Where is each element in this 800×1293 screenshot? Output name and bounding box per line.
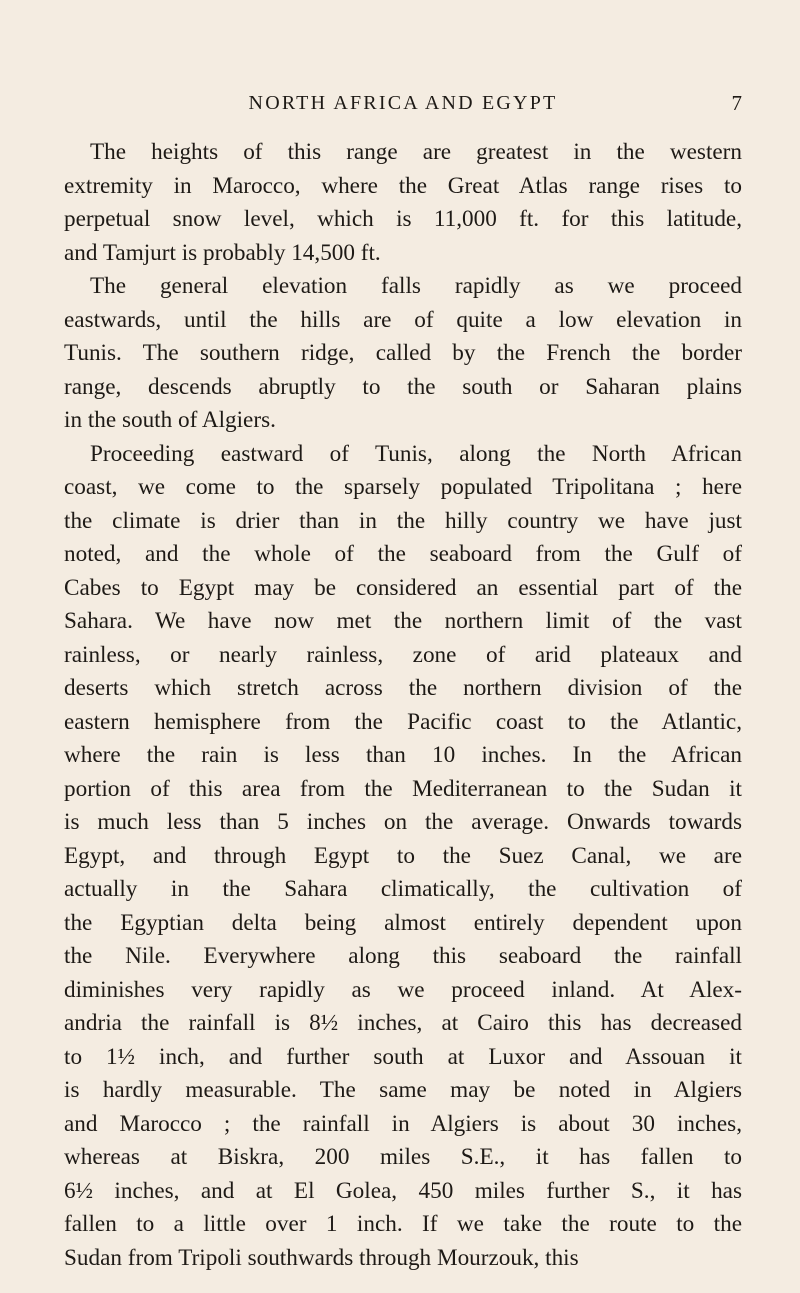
text-line: is hardly measurable. The same may be noted in Algiers bbox=[64, 1077, 742, 1103]
text-line: Cabes to Egypt may be considered an essential part of the bbox=[64, 574, 742, 601]
text-line: Sudan from Tripoli southwards through Mourzouk, this bbox=[64, 1244, 579, 1271]
text-line: and Marocco ; the rainfall in Algiers is about 30 inches, bbox=[64, 1110, 742, 1137]
text-line: Tunis. The southern ridge, called by the French the border bbox=[64, 340, 742, 366]
text-line: Egypt, and through Egypt to the Suez Canal, we are bbox=[64, 842, 742, 869]
running-title: NORTH AFRICA AND EGYPT bbox=[248, 92, 558, 114]
text-line: eastwards, until the hills are of quite a low elevation in bbox=[64, 306, 742, 333]
text-line: noted, and the whole of the seaboard from the Gulf of bbox=[64, 541, 742, 567]
text-line: actually in the Sahara climatically, the cultivation of bbox=[64, 876, 742, 902]
text-line: whereas at Biskra, 200 miles S.E., it has fallen to bbox=[64, 1144, 742, 1170]
text-line: Sahara. We have now met the northern limit of the vast bbox=[64, 608, 742, 634]
text-line: the climate is drier than in the hilly country we have just bbox=[64, 507, 742, 534]
text-line: the Nile. Everywhere along this seaboard the rainfall bbox=[64, 943, 742, 969]
text-line: to 1½ inch, and further south at Luxor and Assouan it bbox=[64, 1043, 742, 1070]
text-line: is much less than 5 inches on the average. Onwards towards bbox=[64, 809, 742, 835]
text-line: and Tamjurt is probably 14,500 ft. bbox=[64, 239, 381, 266]
text-line: 6½ inches, and at El Golea, 450 miles further S., it has bbox=[64, 1177, 742, 1204]
text-line: where the rain is less than 10 inches. In the African bbox=[64, 742, 742, 768]
text-line: range, descends abruptly to the south or Saharan plains bbox=[64, 373, 742, 400]
text-line: portion of this area from the Mediterranean to the Sudan it bbox=[64, 775, 742, 802]
body-text bbox=[64, 136, 742, 1275]
text-line: deserts which stretch across the northern division of the bbox=[64, 675, 742, 701]
text-line: rainless, or nearly rainless, zone of arid plateaux and bbox=[64, 641, 742, 668]
text-line: coast, we come to the sparsely populated Tripolitana ; here bbox=[64, 474, 742, 500]
text-line: eastern hemisphere from the Pacific coast to the Atlantic, bbox=[64, 708, 742, 735]
text-line: andria the rainfall is 8½ inches, at Cairo this has decreased bbox=[64, 1010, 742, 1036]
running-head bbox=[64, 88, 742, 118]
text-line: diminishes very rapidly as we proceed inland. At Alex- bbox=[64, 976, 742, 1003]
text-line: The heights of this range are greatest in the western bbox=[90, 139, 742, 165]
page-number: 7 bbox=[731, 91, 742, 115]
text-line: fallen to a little over 1 inch. If we take the route to the bbox=[64, 1211, 742, 1237]
text-line: in the south of Algiers. bbox=[64, 407, 276, 433]
text-line: The general elevation falls rapidly as we proceed bbox=[90, 273, 742, 299]
text-line: Proceeding eastward of Tunis, along the North African bbox=[90, 440, 742, 467]
text-line: extremity in Marocco, where the Great Atlas range rises to bbox=[64, 172, 742, 199]
text-line: perpetual snow level, which is 11,000 ft. for this latitude, bbox=[64, 206, 742, 232]
text-line: the Egyptian delta being almost entirely dependent upon bbox=[64, 909, 742, 936]
